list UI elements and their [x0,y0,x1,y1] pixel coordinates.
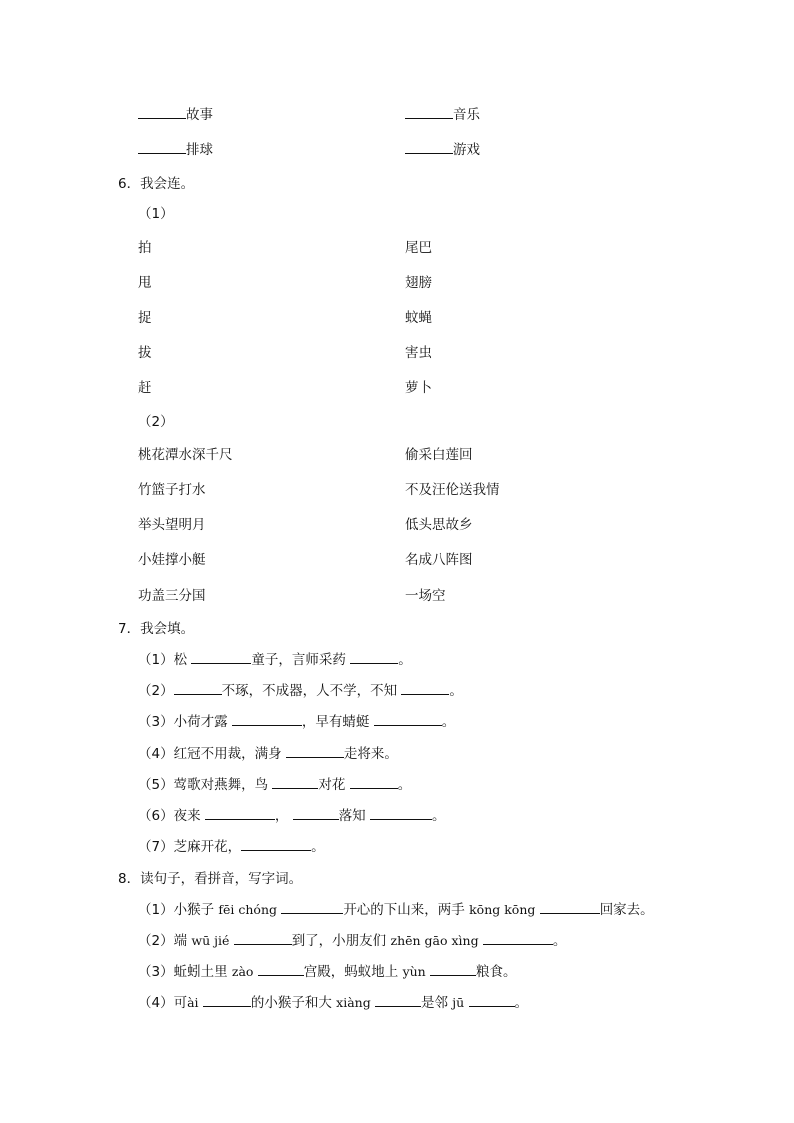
answer-blank[interactable] [203,994,251,1007]
question-6-title: 6．我会连。 [118,176,195,192]
q5-row-2-left: 排球 [138,141,213,159]
q6-p2-right-4[interactable]: 名成八阵图 [405,552,473,568]
q7-item-7: （7）芝麻开花， 。 [138,839,325,855]
pinyin: xiàng [336,995,371,1010]
q7-item-1: （1）松 童子，言师采药 。 [138,652,412,668]
q5-row-1-left: 故事 [138,106,213,124]
answer-blank[interactable] [540,901,600,914]
q6-p1-right-3[interactable]: 蚊蝇 [405,310,432,326]
q6-p1-left-4[interactable]: 拔 [138,345,152,361]
answer-blank[interactable] [272,776,318,789]
question-7-title: 7．我会填。 [118,621,195,637]
q6-p1-right-1[interactable]: 尾巴 [405,240,432,256]
q6-part-2-label: （2） [138,414,174,430]
q6-p2-right-2[interactable]: 不及汪伦送我情 [405,482,500,498]
q6-p2-right-3[interactable]: 低头思故乡 [405,517,473,533]
q8-item-3: （3）蚯蚓土里 zào 宫殿，蚂蚁地上 yùn 粮食。 [138,964,517,980]
answer-blank[interactable] [281,901,343,914]
answer-blank[interactable] [286,745,344,758]
answer-blank[interactable] [430,963,476,976]
pinyin: yùn [402,964,426,979]
q7-item-5: （5）莺歌对燕舞，鸟 对花 。 [138,777,412,793]
answer-blank[interactable] [350,651,398,664]
q7-item-4: （4）红冠不用裁，满身 走将来。 [138,746,398,762]
answer-blank[interactable] [174,682,222,695]
q6-p1-right-2[interactable]: 翅膀 [405,275,432,291]
q6-p1-right-5[interactable]: 萝卜 [405,380,432,396]
answer-blank[interactable] [138,141,186,154]
answer-blank[interactable] [241,838,311,851]
pinyin: kōng kōng [469,902,536,917]
question-8-title: 8．读句子，看拼音，写字词。 [118,871,303,887]
q6-p2-right-5[interactable]: 一场空 [405,588,446,604]
q6-p1-right-4[interactable]: 害虫 [405,345,432,361]
q6-p2-left-5[interactable]: 功盖三分国 [138,588,206,604]
q6-p2-left-1[interactable]: 桃花潭水深千尺 [138,447,233,463]
q6-p2-left-4[interactable]: 小娃撑小艇 [138,552,206,568]
q8-item-2: （2）端 wū jié 到了，小朋友们 zhēn gāo xìng 。 [138,933,567,949]
q5-row-1-right: 音乐 [405,106,480,124]
pinyin: zhēn gāo xìng [390,933,479,948]
answer-blank[interactable] [401,682,449,695]
q6-part-1-label: （1） [138,206,174,222]
answer-blank[interactable] [234,932,292,945]
answer-blank[interactable] [205,807,275,820]
q6-p2-left-3[interactable]: 举头望明月 [138,517,206,533]
answer-blank[interactable] [232,713,302,726]
q6-p1-left-5[interactable]: 赶 [138,380,152,396]
answer-blank[interactable] [483,932,553,945]
pinyin: fēi chóng [218,902,278,917]
q6-p2-left-2[interactable]: 竹篮子打水 [138,482,206,498]
pinyin: ài [187,995,199,1010]
answer-blank[interactable] [293,807,339,820]
answer-blank[interactable] [405,106,453,119]
q7-item-2: （2） 不琢，不成器，人不学，不知 。 [138,683,463,699]
q7-item-6: （6）夜来 ， 落知 。 [138,808,446,824]
pinyin: jū [452,995,465,1010]
q6-p1-left-1[interactable]: 拍 [138,240,152,256]
answer-blank[interactable] [374,713,442,726]
q6-p1-left-3[interactable]: 捉 [138,310,152,326]
answer-blank[interactable] [138,106,186,119]
answer-blank[interactable] [469,994,515,1007]
q5-row-2-right: 游戏 [405,141,480,159]
answer-blank[interactable] [191,651,251,664]
answer-blank[interactable] [370,807,432,820]
q6-p1-left-2[interactable]: 甩 [138,275,152,291]
answer-blank[interactable] [405,141,453,154]
q7-item-3: （3）小荷才露 ，早有蜻蜓 。 [138,714,456,730]
answer-blank[interactable] [350,776,398,789]
answer-blank[interactable] [258,963,304,976]
q6-p2-right-1[interactable]: 偷采白莲回 [405,447,473,463]
answer-blank[interactable] [375,994,421,1007]
pinyin: zào [231,964,254,979]
pinyin: wū jié [191,933,230,948]
q8-item-4: （4）可ài 的小猴子和大 xiàng 是邻 jū 。 [138,995,529,1011]
q8-item-1: （1）小猴子 fēi chóng 开心的下山来，两手 kōng kōng 回家去。 [138,902,654,918]
